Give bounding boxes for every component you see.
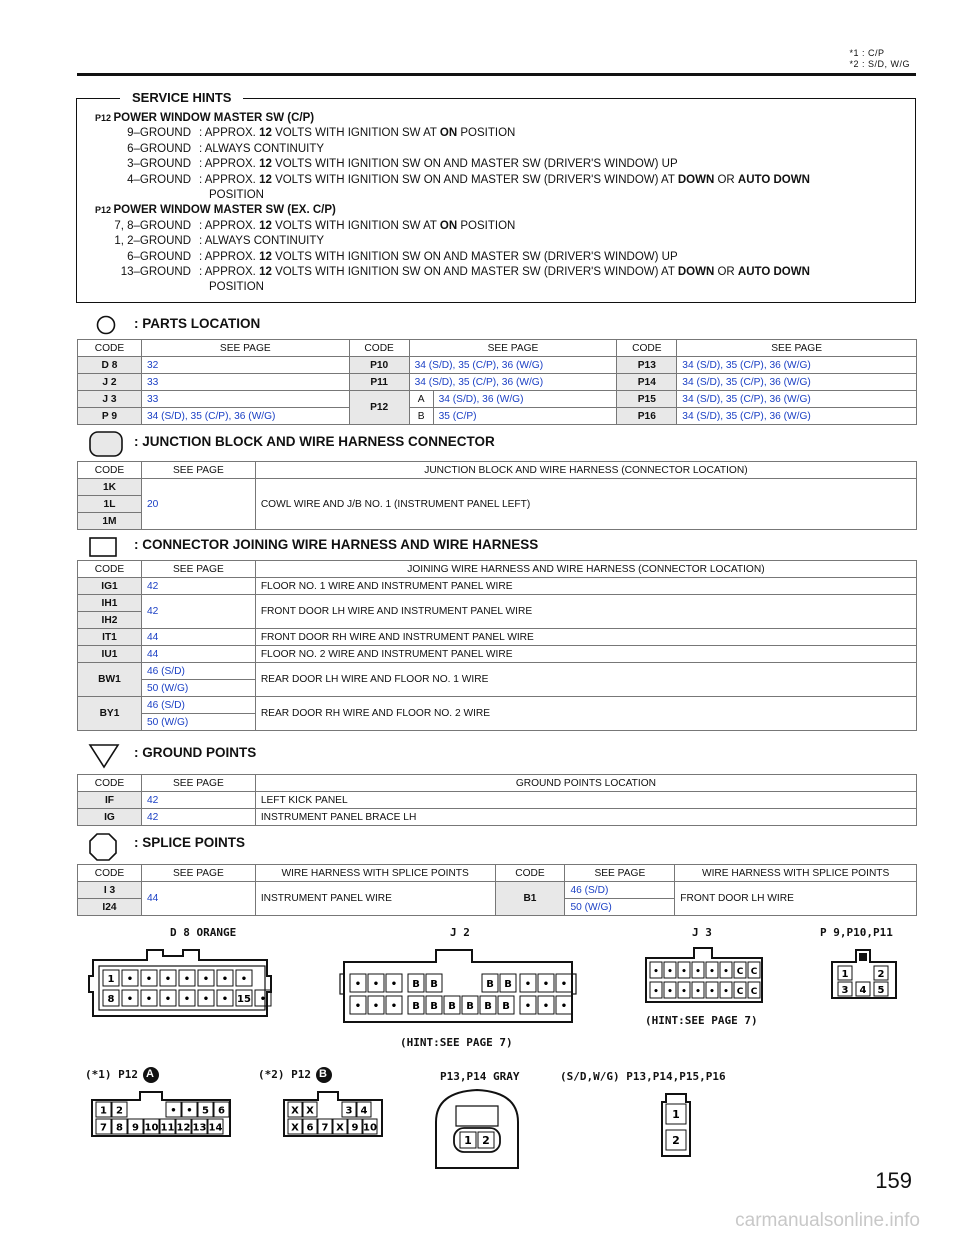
location-cell: FLOOR NO. 1 WIRE AND INSTRUMENT PANEL WIRE xyxy=(255,578,916,595)
see-page-cell: 44 xyxy=(141,882,255,916)
hint-connector-code: P12 xyxy=(95,205,114,216)
p12a-pin-label: 10 xyxy=(144,1122,159,1134)
d8-pin-label: • xyxy=(202,994,210,1005)
j3-pin-label: • xyxy=(709,967,715,977)
j3-pin-label: C xyxy=(736,987,744,997)
hint-text: VOLTS WITH IGNITION SW AT xyxy=(271,127,440,140)
d8-pin-label: • xyxy=(240,974,248,985)
j3-label: J 3 xyxy=(692,926,712,939)
p15-pin-label: 1 xyxy=(672,1108,680,1121)
j2-pin-label: • xyxy=(560,1001,568,1012)
d8-pin-label: • xyxy=(164,974,172,985)
note-1: *1 : C/P xyxy=(849,48,885,58)
p12a-pin-label: 2 xyxy=(116,1105,123,1117)
see-page-cell: 34 (S/D), 35 (C/P), 36 (W/G) xyxy=(409,374,617,391)
p12a-pin-label: 6 xyxy=(218,1105,225,1117)
see-page-cell: 34 (S/D), 35 (C/P), 36 (W/G) xyxy=(677,357,917,374)
see-page-cell: 34 (S/D), 35 (C/P), 36 (W/G) xyxy=(677,391,917,408)
see-page-cell: 44 xyxy=(141,629,255,646)
junction-block-rounded-rect-icon xyxy=(89,431,123,457)
hint-heading xyxy=(95,203,336,218)
location-cell: REAR DOOR LH WIRE AND FLOOR NO. 1 WIRE xyxy=(255,663,916,697)
hint-line xyxy=(95,250,678,265)
p12a-pin-label: 5 xyxy=(202,1105,209,1117)
d8-connector-diagram xyxy=(85,946,275,1021)
j2-pin-label: • xyxy=(524,1001,532,1012)
table-row xyxy=(78,578,917,595)
splice-points-table xyxy=(77,864,917,916)
j2-pin-label: • xyxy=(542,1001,550,1012)
d8-pin-label: • xyxy=(202,974,210,985)
hint-text: 12 xyxy=(259,173,272,186)
hint-text: : APPROX. xyxy=(199,266,260,278)
table-row xyxy=(78,391,917,408)
p12b-pin-label: X xyxy=(291,1105,299,1117)
hint-heading xyxy=(95,111,314,126)
j2-pin-label: B xyxy=(412,1001,420,1012)
junction-block-table xyxy=(77,461,917,530)
note-2: *2 : S/D, W/G xyxy=(849,59,910,69)
j2-pin-label: B xyxy=(502,1001,510,1012)
see-page-cell: 42 xyxy=(141,792,255,809)
code-cell: IH1 xyxy=(78,595,142,612)
see-page-cell: 50 (W/G) xyxy=(565,899,675,916)
hint-text: : APPROX. xyxy=(199,219,260,232)
location-cell: FLOOR NO. 2 WIRE AND INSTRUMENT PANEL WIRE xyxy=(255,646,916,663)
p12b-pin-label: 9 xyxy=(351,1122,359,1134)
j3-pin-label: • xyxy=(653,967,659,977)
code-cell: IF xyxy=(78,792,142,809)
hint-text: VOLTS WITH IGNITION SW ON AND MASTER SW (DRIVER'S WINDOW) UP xyxy=(271,158,678,171)
hint-terminal: 13–GROUND xyxy=(120,266,191,278)
ground-triangle-icon xyxy=(88,743,120,769)
header-cell: WIRE HARNESS WITH SPLICE POINTS xyxy=(255,865,495,882)
p12b-connector-diagram xyxy=(278,1090,388,1142)
hint-continuation: POSITION xyxy=(209,189,264,201)
j3-pin-label: C xyxy=(750,987,758,997)
code-cell: IU1 xyxy=(78,646,142,663)
p12b-pin-label: 6 xyxy=(306,1122,314,1134)
see-page-cell: 33 xyxy=(141,391,349,408)
see-page-cell: 46 (S/D) xyxy=(141,663,255,680)
table-row xyxy=(78,663,917,680)
wire-cell: INSTRUMENT PANEL WIRE xyxy=(255,882,495,916)
p12b-prefix: (*2) P12 xyxy=(258,1068,311,1081)
d8-pin-label: 1 xyxy=(107,974,115,985)
hint-text: : APPROX. xyxy=(199,250,260,263)
see-page-cell: 33 xyxy=(141,374,349,391)
p12a-connector-diagram xyxy=(86,1090,236,1142)
code-cell: BY1 xyxy=(78,697,142,731)
see-page-cell: 34 (S/D), 35 (C/P), 36 (W/G) xyxy=(409,357,617,374)
p13-pin-label: 2 xyxy=(482,1134,490,1147)
header-cell: CODE xyxy=(495,865,565,882)
header-cell: SEE PAGE xyxy=(141,775,255,792)
code-cell: IG xyxy=(78,809,142,826)
hint-line xyxy=(95,234,324,249)
hint-text: POSITION xyxy=(457,219,516,232)
code-cell: B1 xyxy=(495,882,565,916)
d8-pin-label: 15 xyxy=(237,994,251,1005)
hint-text: 12 xyxy=(259,158,272,171)
j2-pin-label: B xyxy=(466,1001,474,1012)
j3-pin-label: • xyxy=(681,967,687,977)
hint-terminal: 9–GROUND xyxy=(127,127,191,140)
location-cell: FRONT DOOR LH WIRE AND INSTRUMENT PANEL WIRE xyxy=(255,595,916,629)
p12a-prefix: (*1) P12 xyxy=(85,1068,138,1081)
p15-pin-label: 2 xyxy=(672,1134,680,1147)
location-cell: INSTRUMENT PANEL BRACE LH xyxy=(255,809,916,826)
ground-points-table xyxy=(77,774,917,826)
splice-octagon-icon xyxy=(88,832,118,862)
see-page-cell: 42 xyxy=(141,578,255,595)
p9-pin-label: 1 xyxy=(841,969,849,980)
d8-pin-label: • xyxy=(221,974,229,985)
p9-pin-label: 5 xyxy=(877,985,885,996)
see-page-cell: 35 (C/P) xyxy=(433,408,617,425)
p12a-badge: A xyxy=(146,1068,154,1080)
j2-pin-label: • xyxy=(542,979,550,990)
code-cell: P11 xyxy=(349,374,409,391)
d8-pin-label: • xyxy=(145,974,153,985)
j3-pin-label: • xyxy=(709,987,715,997)
table-header-row xyxy=(78,462,917,479)
hint-text: VOLTS WITH IGNITION SW ON AND MASTER SW (DRIVER'S WINDOW) AT xyxy=(271,173,678,186)
see-page-cell: 34 (S/D), 35 (C/P), 36 (W/G) xyxy=(677,374,917,391)
header-cell: GROUND POINTS LOCATION xyxy=(255,775,916,792)
code-cell: P 9 xyxy=(78,408,142,425)
service-hints-box xyxy=(76,98,916,303)
see-page-cell: 44 xyxy=(141,646,255,663)
location-cell: COWL WIRE AND J/B NO. 1 (INSTRUMENT PANEL LEFT) xyxy=(255,479,916,530)
j2-pin-label: • xyxy=(372,1001,380,1012)
j2-pin-label: • xyxy=(390,979,398,990)
j3-pin-label: • xyxy=(681,987,687,997)
j2-pin-label: B xyxy=(430,979,438,990)
table-row xyxy=(78,408,917,425)
p15-connector-diagram xyxy=(656,1090,696,1162)
connector-joining-rect-icon xyxy=(89,537,117,557)
p15-label: (S/D,W/G) P13,P14,P15,P16 xyxy=(560,1070,726,1083)
hint-terminal: 1, 2–GROUND xyxy=(114,235,191,248)
p12b-pin-label: 7 xyxy=(321,1122,329,1134)
splice-points-title: : SPLICE POINTS xyxy=(134,835,246,850)
d8-pin-label: • xyxy=(221,994,229,1005)
junction-block-title: : JUNCTION BLOCK AND WIRE HARNESS CONNECTOR xyxy=(134,434,495,449)
code-cell: P15 xyxy=(617,391,677,408)
wire-cell: FRONT DOOR LH WIRE xyxy=(675,882,917,916)
hint-text: : ALWAYS CONTINUITY xyxy=(199,142,325,155)
p13-pin-label: 1 xyxy=(464,1134,472,1147)
see-page-cell: 42 xyxy=(141,595,255,629)
header-cell: SEE PAGE xyxy=(677,340,917,357)
hint-text: AUTO DOWN xyxy=(737,266,810,278)
j3-pin-label: • xyxy=(667,967,673,977)
code-cell: P13 xyxy=(617,357,677,374)
d8-pin-label: 8 xyxy=(107,994,115,1005)
d8-label: D 8 ORANGE xyxy=(170,926,237,939)
j3-pin-label: • xyxy=(695,967,701,977)
p12a-pin-label: 8 xyxy=(116,1122,123,1134)
j3-connector-diagram xyxy=(640,946,770,1008)
p9-pin-label: 4 xyxy=(859,985,867,996)
j3-pin-label: • xyxy=(723,987,729,997)
hint-terminal: 6–GROUND xyxy=(127,142,191,155)
header-cell: SEE PAGE xyxy=(409,340,617,357)
p9-pin-label: 2 xyxy=(877,969,885,980)
hint-text: VOLTS WITH IGNITION SW ON AND MASTER SW (DRIVER'S WINDOW) AT xyxy=(271,266,678,278)
parts-location-title: : PARTS LOCATION xyxy=(134,316,261,331)
table-row xyxy=(78,629,917,646)
header-cell: SEE PAGE xyxy=(141,462,255,479)
table-row xyxy=(78,792,917,809)
p12a-pin-label: 13 xyxy=(192,1122,207,1134)
hint-text: : ALWAYS CONTINUITY xyxy=(199,235,325,248)
table-row xyxy=(78,646,917,663)
hint-line xyxy=(95,142,324,157)
code-cell: 1K xyxy=(78,479,142,496)
j2-connector-diagram xyxy=(336,946,580,1030)
variant-notes xyxy=(849,48,910,70)
code-cell: J 2 xyxy=(78,374,142,391)
hint-text: VOLTS WITH IGNITION SW AT xyxy=(271,219,440,232)
j2-pin-label: • xyxy=(524,979,532,990)
watermark: carmanualsonline.info xyxy=(735,1210,920,1231)
hint-line xyxy=(95,157,678,172)
hint-text: OR xyxy=(714,266,738,278)
j2-hint: (HINT:SEE PAGE 7) xyxy=(400,1036,513,1049)
p12b-pin-label: 4 xyxy=(360,1105,368,1117)
see-page-cell: 50 (W/G) xyxy=(141,680,255,697)
hint-line xyxy=(95,219,515,234)
header-cell: SEE PAGE xyxy=(141,340,349,357)
header-cell: SEE PAGE xyxy=(141,865,255,882)
service-hints-title: SERVICE HINTS xyxy=(120,90,243,105)
p12a-pin-label: • xyxy=(186,1105,193,1117)
table-row xyxy=(78,374,917,391)
hint-terminal: 7, 8–GROUND xyxy=(114,219,191,232)
see-page-cell: 34 (S/D), 35 (C/P), 36 (W/G) xyxy=(677,408,917,425)
page-number: 159 xyxy=(875,1168,912,1193)
j3-pin-label: • xyxy=(667,987,673,997)
header-cell: CODE xyxy=(78,561,142,578)
table-row xyxy=(78,479,917,496)
header-cell: CODE xyxy=(349,340,409,357)
p12a-pin-label: 1 xyxy=(100,1105,107,1117)
location-cell: FRONT DOOR RH WIRE AND INSTRUMENT PANEL WIRE xyxy=(255,629,916,646)
code-cell: 1L xyxy=(78,496,142,513)
see-page-cell: 34 (S/D), 36 (W/G) xyxy=(433,391,617,408)
hint-text: DOWN xyxy=(677,266,715,278)
p12-variant-a: A xyxy=(409,391,433,408)
p12a-pin-label: 12 xyxy=(176,1122,191,1134)
header-cell: WIRE HARNESS WITH SPLICE POINTS xyxy=(675,865,917,882)
table-row xyxy=(78,357,917,374)
code-cell: 1M xyxy=(78,513,142,530)
hint-terminal: 4–GROUND xyxy=(127,173,191,186)
j2-pin-label: • xyxy=(560,979,568,990)
hint-connector-code: P12 xyxy=(95,113,114,123)
d8-pin-label: • xyxy=(126,994,134,1005)
d8-pin-label: • xyxy=(126,974,134,985)
d8-pin-label: • xyxy=(145,994,153,1005)
hint-line xyxy=(95,126,515,141)
p13-label: P13,P14 GRAY xyxy=(440,1070,520,1083)
see-page-cell: 46 (S/D) xyxy=(565,882,675,899)
top-rule xyxy=(77,73,916,76)
table-header-row xyxy=(78,865,917,882)
code-cell: J 3 xyxy=(78,391,142,408)
header-cell: SEE PAGE xyxy=(565,865,675,882)
table-row xyxy=(78,809,917,826)
header-cell: CODE xyxy=(78,340,142,357)
see-page-cell: 46 (S/D) xyxy=(141,697,255,714)
p12b-badge: B xyxy=(319,1068,327,1080)
header-cell: CODE xyxy=(78,462,142,479)
p12a-pin-label: • xyxy=(170,1105,177,1117)
connector-joining-table xyxy=(77,560,917,731)
ground-points-title: : GROUND POINTS xyxy=(134,745,257,760)
d8-pin-label: • xyxy=(183,994,191,1005)
j3-pin-label: • xyxy=(695,987,701,997)
j3-pin-label: • xyxy=(723,967,729,977)
code-cell: BW1 xyxy=(78,663,142,697)
p12b-pin-label: 3 xyxy=(345,1105,353,1117)
p12b-pin-label: X xyxy=(291,1122,299,1134)
j2-pin-label: B xyxy=(484,1001,492,1012)
p9-connector-diagram xyxy=(826,946,902,1004)
code-cell: P10 xyxy=(349,357,409,374)
code-cell: D 8 xyxy=(78,357,142,374)
d8-pin-label: • xyxy=(259,994,267,1005)
hint-text: VOLTS WITH IGNITION SW ON AND MASTER SW (DRIVER'S WINDOW) UP xyxy=(271,250,678,263)
code-cell: P14 xyxy=(617,374,677,391)
p12a-pin-label: 14 xyxy=(208,1122,223,1134)
hint-text: ON xyxy=(439,127,458,140)
p12a-pin-label: 11 xyxy=(160,1122,175,1134)
hint-line xyxy=(95,173,810,188)
table-row xyxy=(78,697,917,714)
table-header-row xyxy=(78,561,917,578)
hint-text: 12 xyxy=(259,250,272,263)
table-row xyxy=(78,595,917,612)
hint-terminal: 6–GROUND xyxy=(127,250,191,263)
hint-text: ON xyxy=(439,219,458,232)
header-cell: CODE xyxy=(617,340,677,357)
code-cell: P12 xyxy=(349,391,409,425)
j2-label: J 2 xyxy=(450,926,470,939)
code-cell: I24 xyxy=(78,899,142,916)
hint-text: : APPROX. xyxy=(199,127,260,140)
code-cell: IH2 xyxy=(78,612,142,629)
see-page-cell: 20 xyxy=(141,479,255,530)
location-cell: REAR DOOR RH WIRE AND FLOOR NO. 2 WIRE xyxy=(255,697,916,731)
hint-text: 12 xyxy=(259,266,272,278)
p12b-pin-label: X xyxy=(336,1122,344,1134)
hint-text: DOWN xyxy=(677,173,715,186)
header-cell: JOINING WIRE HARNESS AND WIRE HARNESS (CONNECTOR LOCATION) xyxy=(255,561,916,578)
see-page-cell: 42 xyxy=(141,809,255,826)
code-cell: P16 xyxy=(617,408,677,425)
header-cell: CODE xyxy=(78,865,142,882)
hint-text: : APPROX. xyxy=(199,158,260,171)
p12-variant-b: B xyxy=(409,408,433,425)
table-row xyxy=(78,882,917,899)
connector-joining-title: : CONNECTOR JOINING WIRE HARNESS AND WIRE HARNESS xyxy=(134,537,539,552)
j2-pin-label: B xyxy=(486,979,494,990)
j2-pin-label: B xyxy=(448,1001,456,1012)
see-page-cell: 32 xyxy=(141,357,349,374)
header-cell: SEE PAGE xyxy=(141,561,255,578)
p9-pin-label: 3 xyxy=(841,985,849,996)
hint-text: 12 xyxy=(259,219,272,232)
j2-pin-label: • xyxy=(372,979,380,990)
d8-pin-label: • xyxy=(183,974,191,985)
see-page-cell: 34 (S/D), 35 (C/P), 36 (W/G) xyxy=(141,408,349,425)
code-cell: IG1 xyxy=(78,578,142,595)
p12b-pin-label: 10 xyxy=(363,1122,377,1134)
hint-text: OR xyxy=(714,173,738,186)
hint-text: AUTO DOWN xyxy=(737,173,810,186)
j3-hint: (HINT:SEE PAGE 7) xyxy=(645,1014,758,1027)
location-cell: LEFT KICK PANEL xyxy=(255,792,916,809)
p12a-pin-label: 7 xyxy=(100,1122,107,1134)
p9-label: P 9,P10,P11 xyxy=(820,926,893,939)
header-cell: JUNCTION BLOCK AND WIRE HARNESS (CONNECTOR LOCATION) xyxy=(255,462,916,479)
j3-pin-label: C xyxy=(750,967,758,977)
j2-pin-label: B xyxy=(430,1001,438,1012)
j2-pin-label: • xyxy=(354,1001,362,1012)
hint-heading-text: POWER WINDOW MASTER SW (EX. C/P) xyxy=(113,204,336,217)
hint-text: POSITION xyxy=(457,127,516,140)
code-cell: I 3 xyxy=(78,882,142,899)
parts-location-table xyxy=(77,339,917,425)
hint-terminal: 3–GROUND xyxy=(127,158,191,171)
d8-pin-label: • xyxy=(164,994,172,1005)
table-header-row xyxy=(78,775,917,792)
hint-line xyxy=(95,265,810,280)
p13-connector-diagram xyxy=(432,1086,522,1172)
j3-pin-label: • xyxy=(653,987,659,997)
j3-pin-label: C xyxy=(736,967,744,977)
table-header-row xyxy=(78,340,917,357)
j2-pin-label: B xyxy=(412,979,420,990)
see-page-cell: 50 (W/G) xyxy=(141,714,255,731)
code-cell: IT1 xyxy=(78,629,142,646)
j2-pin-label: • xyxy=(390,1001,398,1012)
hint-text: : APPROX. xyxy=(199,173,260,186)
p12a-pin-label: 9 xyxy=(132,1122,139,1134)
j2-pin-label: • xyxy=(354,979,362,990)
parts-location-circle-icon xyxy=(96,315,116,335)
j2-pin-label: B xyxy=(504,979,512,990)
p12b-pin-label: X xyxy=(306,1105,314,1117)
header-cell: CODE xyxy=(78,775,142,792)
hint-heading-text: POWER WINDOW MASTER SW (C/P) xyxy=(113,112,315,124)
hint-text: 12 xyxy=(259,127,272,140)
hint-continuation: POSITION xyxy=(209,281,264,294)
